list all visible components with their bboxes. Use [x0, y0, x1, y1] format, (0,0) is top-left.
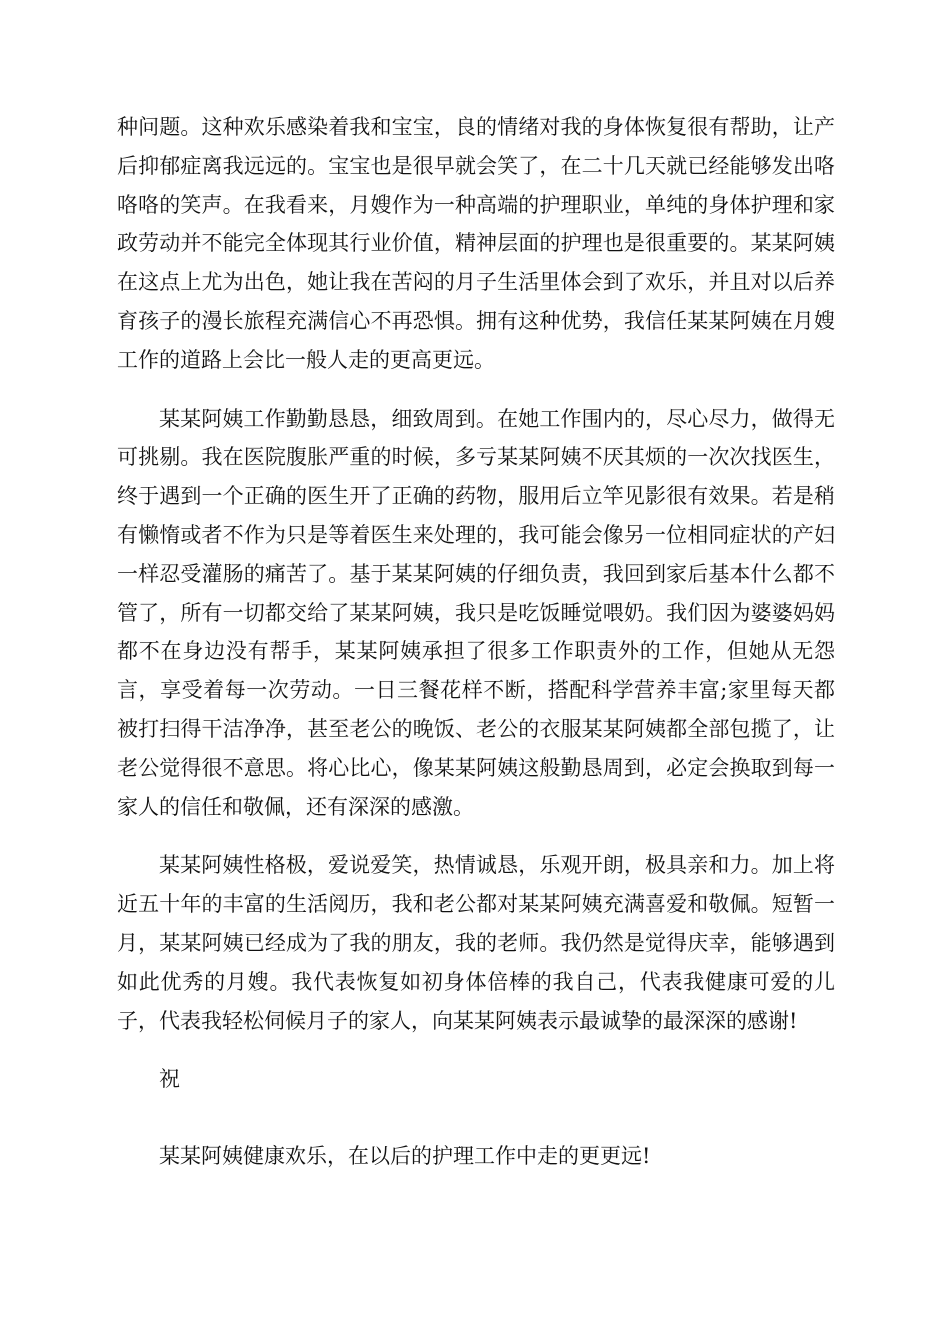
document-page — [117, 108, 835, 1214]
paragraph-3: 某某阿姨性格极，爱说爱笑，热情诚恳，乐观开朗，极具亲和力。加上将近五十年的丰富的生活阅历，我和老公都对某某阿姨充满喜爱和敬佩。短暂一月，某某阿姨已经成为了我的朋友，我的老师。我仍然是觉得庆幸，能够遇到如此优秀的月嫂。我代表恢复如初身体倍棒的我自己，代表我健康可爱的儿子，代表我轻松伺候月子的家人，向某某阿姨表示最诚挚的最深深的感谢! — [117, 853, 835, 1033]
closing-salutation: 祝 — [159, 1067, 180, 1092]
closing-wish: 某某阿姨健康欢乐，在以后的护理工作中走的更更远! — [159, 1144, 651, 1169]
paragraph-1: 种问题。这种欢乐感染着我和宝宝，良的情绪对我的身体恢复很有帮助，让产后抑郁症离我远远的。宝宝也是很早就会笑了，在二十几天就已经能够发出咯咯咯的笑声。在我看来，月嫂作为一种高端的护理职业，单纯的身体护理和家政劳动并不能完全体现其行业价值，精神层面的护理也是很重要的。某某阿姨在这点上尤为出色，她让我在苦闷的月子生活里体会到了欢乐，并且对以后养育孩子的漫长旅程充满信心不再恐惧。拥有这种优势，我信任某某阿姨在月嫂工作的道路上会比一般人走的更高更远。 — [117, 115, 835, 372]
paragraph-2: 某某阿姨工作勤勤恳恳，细致周到。在她工作围内的，尽心尽力，做得无可挑剔。我在医院腹胀严重的时候，多亏某某阿姨不厌其烦的一次次找医生，终于遇到一个正确的医生开了正确的药物，服用后立竿见影很有效果。若是稍有懒惰或者不作为只是等着医生来处理的，我可能会像另一位相同症状的产妇一样忍受灌肠的痛苦了。基于某某阿姨的仔细负责，我回到家后基本什么都不管了，所有一切都交给了某某阿姨，我只是吃饭睡觉喂奶。我们因为婆婆妈妈都不在身边没有帮手，某某阿姨承担了很多工作职责外的工作，但她从无怨言，享受着每一次劳动。一日三餐花样不断，搭配科学营养丰富;家里每天都被打扫得干洁净净，甚至老公的晚饭、老公的衣服某某阿姨都全部包揽了，让老公觉得很不意思。将心比心，像某某阿姨这般勤恳周到，必定会换取到每一家人的信任和敬佩，还有深深的感激。 — [117, 406, 835, 819]
